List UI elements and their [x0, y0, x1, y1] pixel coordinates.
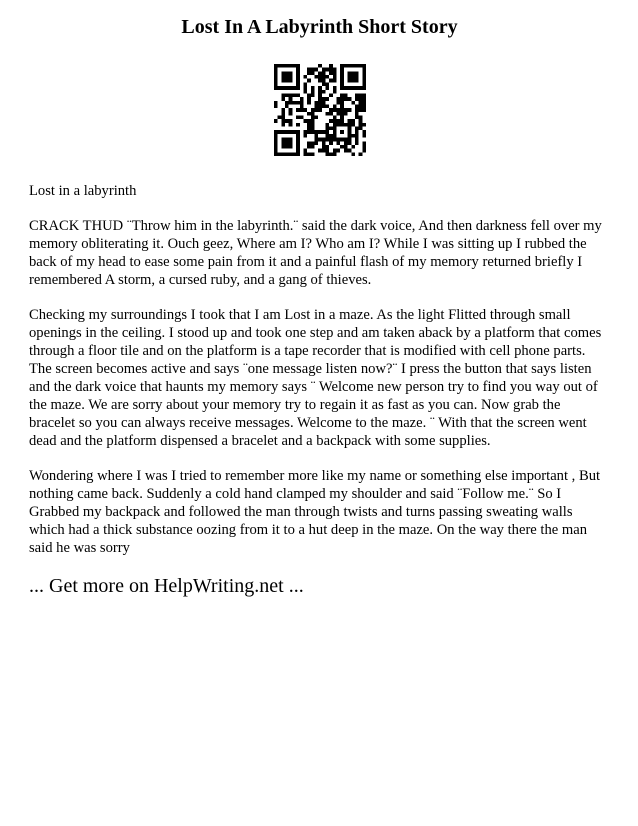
- get-more-link[interactable]: ... Get more on HelpWriting.net ...: [29, 575, 304, 597]
- document-title: Lost In A Labyrinth Short Story: [181, 16, 458, 38]
- story-paragraph-2: Checking my surroundings I took that I am Lost in a maze. As the light Flitted through small openings in the ceiling. I stood up and took one step and am taken aback by a platform that comes through a floor tile and on the platform is a tape recorder that is modified with cell phone parts. The screen becomes active and says ¨one message listen now?¨ I press the button that says listen and the dark voice that haunts my memory says ¨ Welcome new person try to find you way out of the maze. We are sorry about your memory try to regain it as fast as you can. Now grab the bracelet so you can always receive messages. Welcome to the maze. ¨ With that the screen went dead and the platform dispensed a bracelet and a backpack with some supplies.: [29, 307, 602, 449]
- story-paragraph-1: CRACK THUD ¨Throw him in the labyrinth.¨ said the dark voice, And then darkness fell over my memory obliterating it. Ouch geez, Where am I? Who am I? While I was sitting up I rubbed the back of my head to ease some pain from it and a painful flash of my memory returned briefly I remembered A storm, a cursed ruby, and a gang of thieves.: [29, 218, 602, 288]
- qr-code-icon: [274, 64, 366, 156]
- story-paragraph-3: Wondering where I was I tried to remember more like my name or something else important , But nothing came back. Suddenly a cold hand clamped my shoulder and said ¨Follow me.¨ So I Grabbed my backpack and followed the man through twists and turns passing sweating walls which had a thick substance oozing from it to a hut deep in the maze. On the way there the man said he was sorry: [29, 468, 601, 556]
- qr-code-graphic: [274, 64, 366, 156]
- story-subtitle: Lost in a labyrinth: [29, 183, 137, 199]
